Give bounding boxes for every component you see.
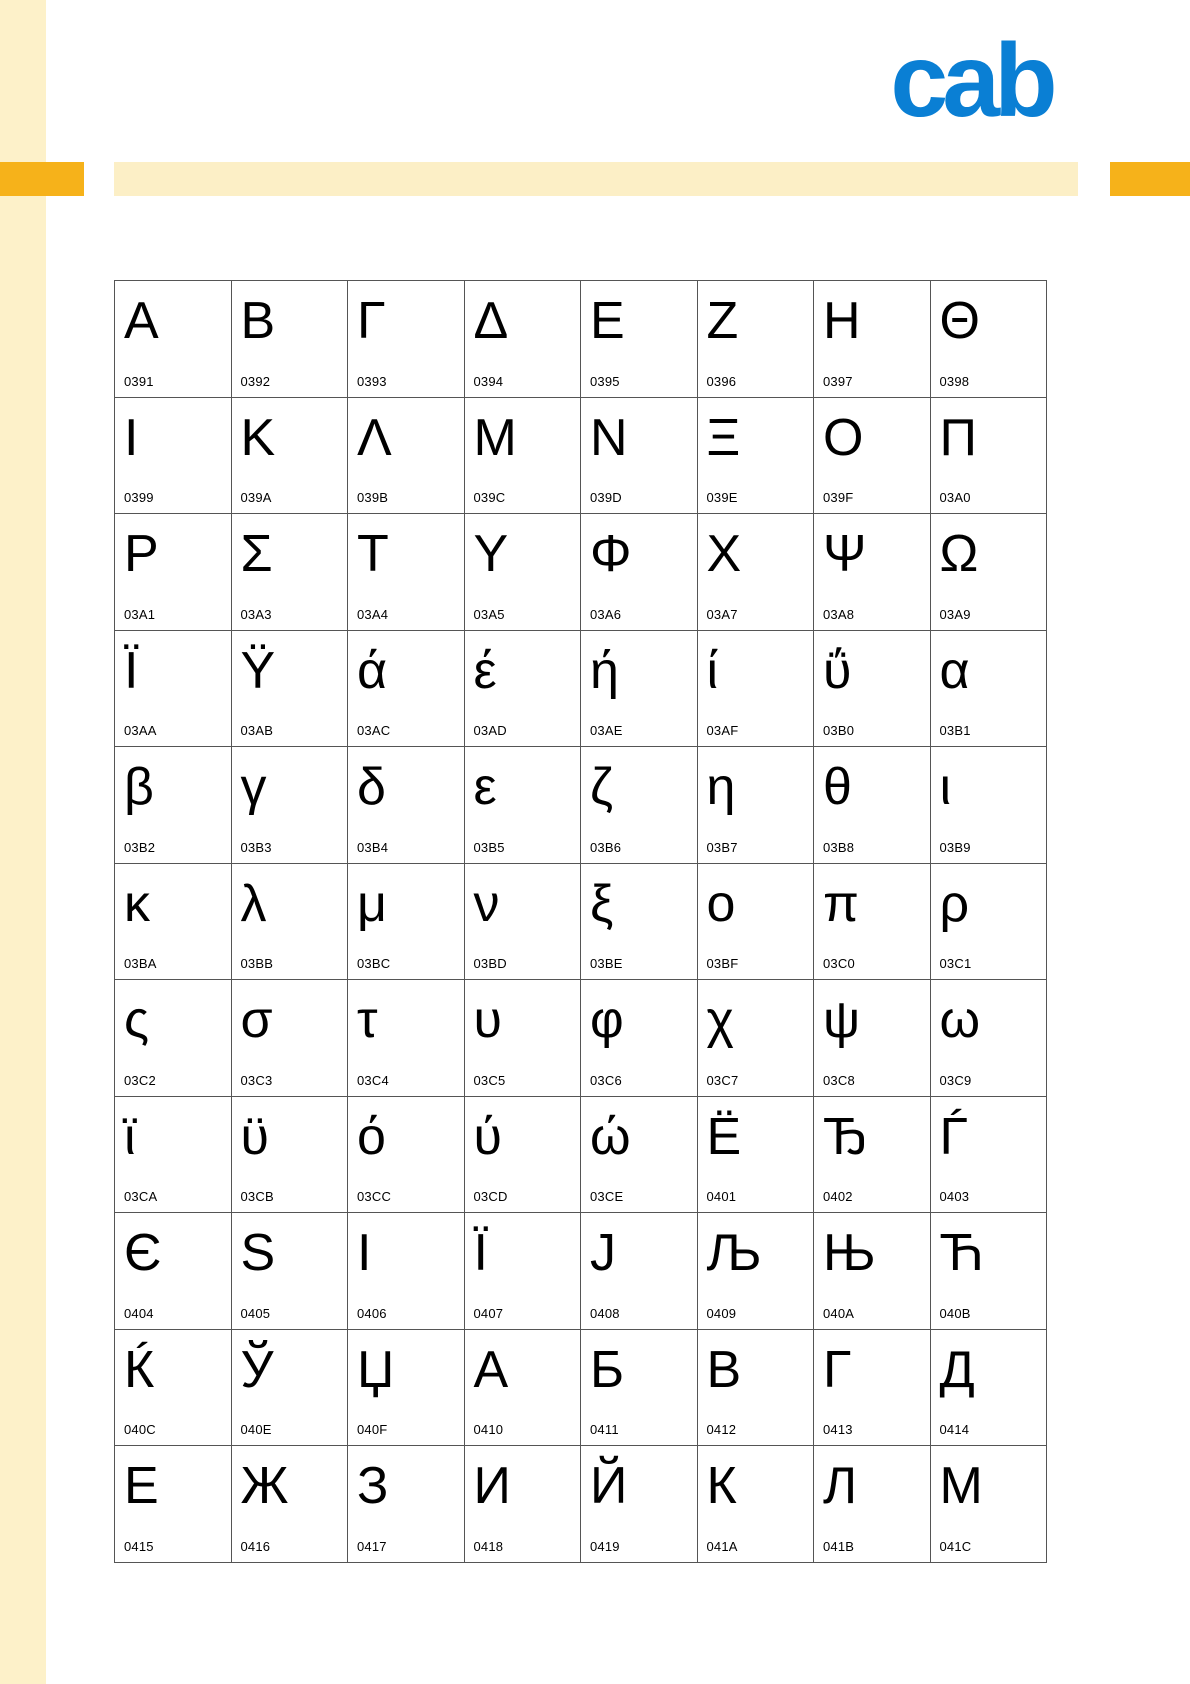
character-cell (581, 1446, 698, 1563)
character-cell (698, 1097, 815, 1214)
character-glyph: Δ (473, 292, 509, 350)
character-cell (465, 747, 582, 864)
character-glyph: Κ (240, 408, 276, 467)
character-cell (115, 398, 232, 515)
character-code: 039E (706, 490, 738, 505)
character-glyph: І (357, 1224, 372, 1282)
character-glyph: Υ (473, 525, 509, 583)
character-code: 0409 (706, 1305, 737, 1321)
character-glyph: Л (823, 1457, 858, 1515)
character-cell (698, 747, 815, 864)
character-code: 03A0 (939, 490, 971, 505)
character-code: 0394 (473, 373, 504, 389)
character-glyph: Ξ (706, 408, 741, 467)
character-code: 03C3 (240, 1072, 273, 1088)
character-glyph: Ε (590, 292, 625, 350)
character-cell (931, 747, 1048, 864)
character-glyph: Ρ (124, 525, 159, 583)
character-glyph: ζ (590, 758, 613, 816)
character-glyph: З (357, 1457, 389, 1515)
character-code: 03CD (473, 1189, 508, 1204)
character-code: 039F (823, 490, 854, 505)
character-cell (348, 281, 465, 398)
character-glyph: β (124, 758, 154, 816)
character-code: 03BB (240, 956, 274, 971)
character-code: 0410 (473, 1422, 504, 1437)
character-cell (115, 514, 232, 631)
character-code: 0396 (706, 373, 737, 389)
character-glyph: σ (240, 991, 273, 1049)
character-cell (698, 398, 815, 515)
character-code: 0399 (124, 490, 154, 505)
character-code: 03BF (706, 956, 739, 971)
character-code: 03B8 (823, 839, 855, 855)
character-cell (698, 631, 815, 748)
character-glyph: ύ (473, 1107, 502, 1166)
character-cell (814, 514, 931, 631)
character-glyph: ή (590, 641, 619, 700)
character-glyph: υ (473, 991, 502, 1049)
character-code: 03CB (240, 1189, 274, 1204)
character-code: 03AD (473, 723, 507, 738)
character-glyph: Ђ (823, 1107, 868, 1166)
character-cell (581, 980, 698, 1097)
character-code: 0398 (939, 373, 970, 389)
character-glyph: А (473, 1340, 509, 1399)
character-cell (931, 631, 1048, 748)
character-glyph: В (706, 1340, 742, 1399)
character-glyph: Η (823, 292, 861, 350)
character-code: 03B1 (939, 723, 971, 738)
character-cell (698, 514, 815, 631)
character-code: 0392 (240, 373, 271, 389)
character-code: 03A9 (939, 606, 971, 622)
character-code: 03BE (590, 956, 623, 971)
character-glyph: ρ (939, 874, 970, 933)
character-cell (581, 1213, 698, 1330)
character-glyph: Є (124, 1224, 162, 1282)
character-glyph: ΰ (823, 641, 852, 700)
character-code: 03A1 (124, 606, 156, 622)
character-cell (465, 1097, 582, 1214)
character-cell (232, 980, 349, 1097)
character-code: 03B4 (357, 839, 389, 855)
character-glyph: Γ (357, 292, 386, 350)
character-cell (232, 1097, 349, 1214)
character-glyph: ς (124, 991, 150, 1049)
character-code: 03BD (473, 956, 507, 971)
character-cell (698, 281, 815, 398)
character-cell (814, 1446, 931, 1563)
character-cell (232, 747, 349, 864)
character-cell (931, 1213, 1048, 1330)
character-code: 0402 (823, 1189, 853, 1204)
character-glyph: ξ (590, 874, 614, 933)
header-bar-right (1110, 162, 1190, 196)
character-code: 0413 (823, 1422, 853, 1437)
character-glyph: Τ (357, 525, 389, 583)
character-glyph: Д (939, 1340, 975, 1399)
character-glyph: Ѕ (240, 1224, 276, 1282)
character-code: 0411 (590, 1422, 619, 1437)
character-code: 03AB (240, 723, 274, 738)
character-cell (581, 747, 698, 864)
character-code: 03A8 (823, 606, 855, 622)
character-cell (931, 514, 1048, 631)
character-glyph: Λ (357, 408, 392, 467)
character-glyph: Θ (939, 292, 980, 350)
character-code: 041B (823, 1538, 855, 1554)
character-glyph: Ϊ (124, 641, 139, 700)
character-code: 0417 (357, 1538, 387, 1554)
character-glyph: Μ (473, 408, 517, 467)
character-glyph: α (939, 641, 970, 700)
character-cell (115, 1213, 232, 1330)
character-glyph: ο (706, 874, 736, 933)
character-code: 039A (240, 490, 272, 505)
header-bar-left (0, 162, 84, 196)
character-glyph: Σ (240, 525, 273, 583)
character-glyph: ό (357, 1107, 386, 1166)
character-code: 03BA (124, 956, 157, 971)
character-code: 03A4 (357, 606, 389, 622)
character-cell (814, 1213, 931, 1330)
character-glyph: Е (124, 1457, 159, 1515)
character-code: 03C4 (357, 1072, 389, 1088)
character-code: 0395 (590, 373, 620, 389)
character-cell (115, 1446, 232, 1563)
character-glyph: Б (590, 1340, 625, 1399)
character-cell (931, 864, 1048, 981)
character-glyph: Ѓ (939, 1107, 968, 1166)
character-cell (931, 1446, 1048, 1563)
character-code: 0404 (124, 1305, 154, 1321)
character-cell (348, 864, 465, 981)
character-cell (814, 1097, 931, 1214)
character-code: 040A (823, 1305, 855, 1321)
character-cell (814, 864, 931, 981)
character-cell (465, 1213, 582, 1330)
character-cell (698, 980, 815, 1097)
character-cell (698, 864, 815, 981)
character-cell (232, 1446, 349, 1563)
character-code: 040C (124, 1422, 156, 1437)
character-code: 03A5 (473, 606, 505, 622)
character-cell (581, 1097, 698, 1214)
character-code: 0416 (240, 1538, 271, 1554)
character-cell (814, 631, 931, 748)
character-cell (348, 631, 465, 748)
character-code: 039B (357, 490, 389, 505)
character-cell (232, 864, 349, 981)
cab-logo (870, 38, 1072, 128)
character-glyph: ϊ (124, 1107, 136, 1166)
character-code: 03B2 (124, 839, 156, 855)
character-glyph: Ќ (124, 1340, 155, 1399)
character-glyph: θ (823, 758, 852, 816)
character-glyph: Ζ (706, 292, 739, 350)
character-cell (348, 514, 465, 631)
character-glyph: М (939, 1457, 983, 1515)
character-cell (465, 631, 582, 748)
character-code: 03C1 (939, 956, 972, 971)
character-code: 03AC (357, 723, 391, 738)
character-cell (814, 980, 931, 1097)
character-glyph: Љ (706, 1224, 762, 1282)
character-cell (931, 1330, 1048, 1447)
character-cell (465, 398, 582, 515)
character-code: 0391 (124, 373, 154, 389)
character-glyph: Ι (124, 408, 139, 467)
character-code: 040B (939, 1305, 971, 1321)
character-glyph: Ї (473, 1224, 488, 1282)
character-cell (698, 1446, 815, 1563)
character-code: 0401 (706, 1189, 737, 1204)
character-code: 0397 (823, 373, 853, 389)
character-code: 03C0 (823, 956, 855, 971)
character-glyph: Ψ (823, 525, 867, 583)
character-glyph: ω (939, 991, 981, 1049)
character-code: 0415 (124, 1538, 154, 1554)
character-cell (931, 398, 1048, 515)
character-code: 0414 (939, 1422, 970, 1437)
character-glyph: Β (240, 292, 276, 350)
character-code: 03CE (590, 1189, 624, 1204)
character-cell (115, 1330, 232, 1447)
character-code: 03B5 (473, 839, 505, 855)
character-glyph: ν (473, 874, 500, 933)
character-cell (348, 1330, 465, 1447)
character-cell (814, 747, 931, 864)
character-code: 03AE (590, 723, 623, 738)
character-cell (348, 980, 465, 1097)
character-cell (348, 747, 465, 864)
character-code: 040E (240, 1422, 272, 1437)
character-glyph: Ў (240, 1340, 274, 1399)
character-cell (115, 631, 232, 748)
left-decorative-stripe (0, 0, 46, 1684)
character-code: 041A (706, 1538, 738, 1554)
character-cell (814, 281, 931, 398)
character-glyph: Й (590, 1457, 628, 1515)
character-glyph: К (706, 1457, 737, 1515)
character-glyph: ι (939, 758, 952, 816)
character-glyph: π (823, 874, 859, 933)
character-cell (698, 1330, 815, 1447)
character-glyph: Α (124, 292, 159, 350)
character-code: 0403 (939, 1189, 970, 1204)
character-glyph: τ (357, 991, 378, 1049)
character-code: 03AF (706, 723, 739, 738)
character-glyph: Ϋ (240, 641, 276, 700)
character-code: 03A3 (240, 606, 272, 622)
character-code: 03B9 (939, 839, 971, 855)
character-glyph: γ (240, 758, 267, 816)
character-code: 039D (590, 490, 622, 505)
character-code: 03BC (357, 956, 391, 971)
character-glyph: Π (939, 408, 978, 467)
character-glyph: ά (357, 641, 388, 700)
character-cell (465, 281, 582, 398)
character-code: 03B3 (240, 839, 272, 855)
character-glyph: δ (357, 758, 386, 816)
character-cell (115, 864, 232, 981)
character-glyph: έ (473, 641, 497, 700)
character-cell (465, 1330, 582, 1447)
character-cell (232, 281, 349, 398)
character-cell (232, 514, 349, 631)
character-code: 03A6 (590, 606, 622, 622)
character-code: 040F (357, 1422, 388, 1437)
character-code: 03C5 (473, 1072, 506, 1088)
character-code: 03C2 (124, 1072, 156, 1088)
character-cell (581, 1330, 698, 1447)
logo-text: cab (890, 38, 1052, 128)
character-glyph: χ (706, 991, 734, 1049)
character-code: 0418 (473, 1538, 504, 1554)
character-code: 0393 (357, 373, 387, 389)
character-cell (232, 1330, 349, 1447)
character-cell (814, 398, 931, 515)
character-cell (115, 980, 232, 1097)
character-glyph: И (473, 1457, 511, 1515)
character-code: 0408 (590, 1305, 620, 1321)
character-cell (232, 398, 349, 515)
character-glyph: ψ (823, 991, 861, 1049)
character-code: 0407 (473, 1305, 504, 1321)
character-glyph: Ё (706, 1107, 742, 1166)
character-glyph: Ο (823, 408, 864, 467)
character-cell (348, 1213, 465, 1330)
character-code: 03CC (357, 1189, 392, 1204)
character-cell (465, 980, 582, 1097)
character-cell (465, 1446, 582, 1563)
character-cell (931, 281, 1048, 398)
character-code: 039C (473, 490, 506, 505)
character-glyph: η (706, 758, 736, 816)
character-glyph: λ (240, 874, 267, 933)
character-cell (581, 631, 698, 748)
character-glyph: ώ (590, 1107, 631, 1166)
character-glyph: Χ (706, 525, 742, 583)
character-cell (115, 747, 232, 864)
character-cell (581, 398, 698, 515)
character-cell (115, 1097, 232, 1214)
character-cell (814, 1330, 931, 1447)
character-glyph: ϋ (240, 1107, 269, 1166)
character-glyph: Г (823, 1340, 852, 1399)
character-cell (698, 1213, 815, 1330)
character-code: 03C6 (590, 1072, 622, 1088)
character-cell (115, 281, 232, 398)
character-code: 0419 (590, 1538, 620, 1554)
character-code: 03C8 (823, 1072, 855, 1088)
character-cell (232, 631, 349, 748)
character-glyph: ε (473, 758, 497, 816)
character-code: 03C7 (706, 1072, 739, 1088)
character-code: 03B0 (823, 723, 855, 738)
character-glyph: Њ (823, 1224, 876, 1282)
character-cell (465, 514, 582, 631)
character-glyph: Ћ (939, 1224, 984, 1282)
character-code: 03B6 (590, 839, 622, 855)
character-glyph: φ (590, 991, 624, 1049)
character-cell (348, 1446, 465, 1563)
character-glyph: Φ (590, 525, 632, 583)
character-code: 03B7 (706, 839, 738, 855)
character-cell (931, 1097, 1048, 1214)
character-cell (348, 398, 465, 515)
header-bar-middle (114, 162, 1078, 196)
character-code: 03A7 (706, 606, 738, 622)
character-glyph: Ν (590, 408, 628, 467)
character-glyph: Ω (939, 525, 979, 583)
character-code: 0405 (240, 1305, 271, 1321)
character-cell (581, 864, 698, 981)
character-table (114, 280, 1047, 1563)
character-glyph: μ (357, 874, 387, 933)
character-code: 0412 (706, 1422, 737, 1437)
character-glyph: ί (706, 641, 719, 700)
character-cell (581, 514, 698, 631)
character-code: 0406 (357, 1305, 387, 1321)
character-cell (931, 980, 1048, 1097)
character-code: 041C (939, 1538, 972, 1554)
character-glyph: κ (124, 874, 150, 933)
character-code: 03CA (124, 1189, 158, 1204)
character-glyph: Џ (357, 1340, 395, 1399)
character-cell (232, 1213, 349, 1330)
character-glyph: Ж (240, 1457, 289, 1515)
character-cell (465, 864, 582, 981)
character-cell (348, 1097, 465, 1214)
character-cell (581, 281, 698, 398)
character-code: 03AA (124, 723, 157, 738)
character-glyph: Ј (590, 1224, 616, 1282)
character-code: 03C9 (939, 1072, 972, 1088)
